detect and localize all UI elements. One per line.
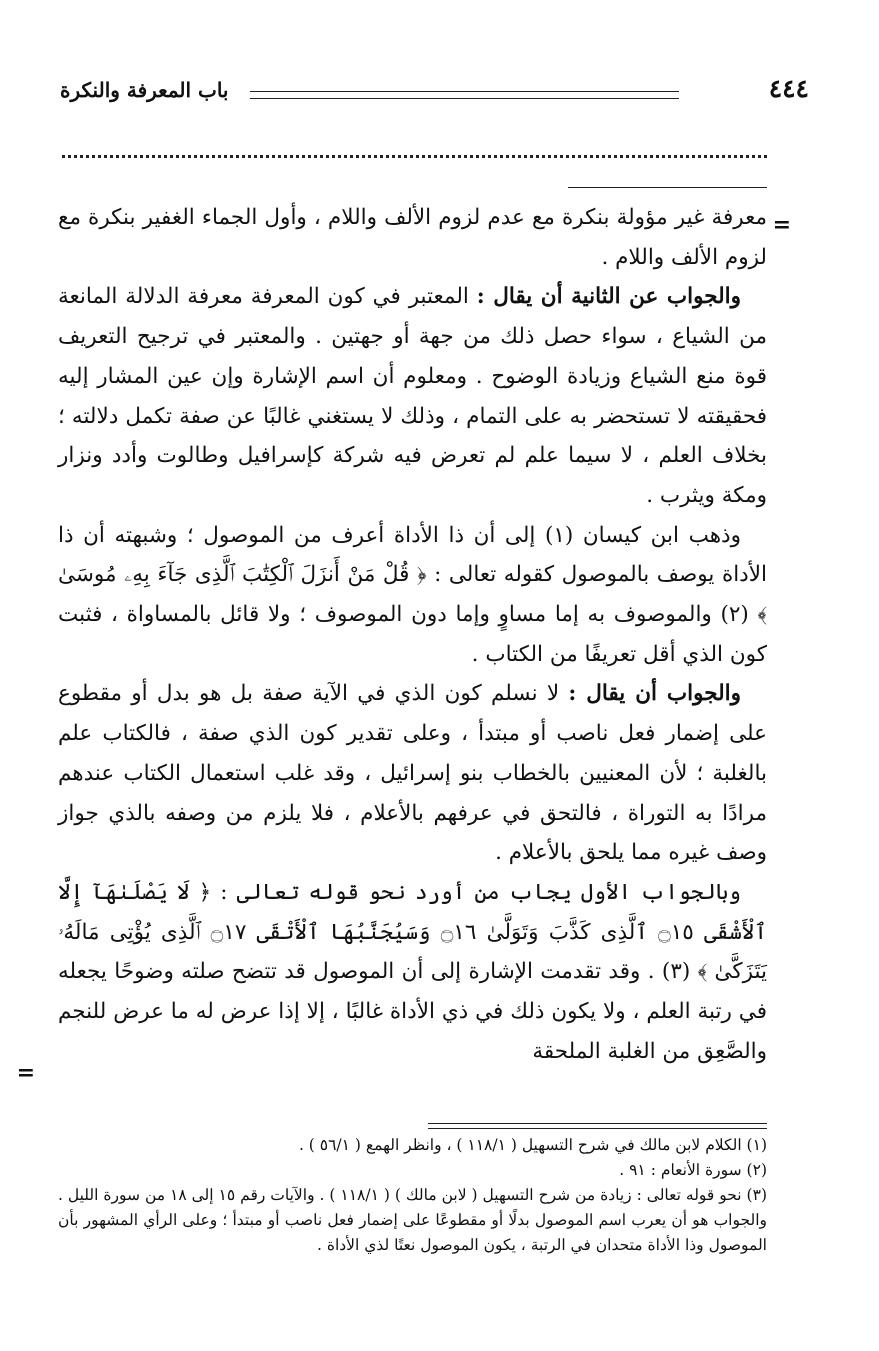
footnote-2: (٢) سورة الأنعام : ٩١ . [619, 1161, 767, 1179]
footnote-double-rule [428, 1123, 767, 1129]
paragraph-1 [58, 198, 767, 277]
continuation-mark-end: = [16, 1060, 35, 1086]
paragraph-4-lead: والجواب أن يقال : [568, 681, 741, 707]
paragraph-4-text: لا نسلم كون الذي في الآية صفة بل هو بدل أو مقطوع على إضمار فعل ناصب أو مبتدأ ، وعلى تقدير كون الذي صفة ، فالكتاب علم بالغلبة ؛ لأن المعنيين بالخطاب بنو إسرائيل ، وقد غلب استعمال الكتاب عندهم مرادًا به التوراة ، فالتحق في عرفهم بالأعلام ، فلا يلزم من وصفه بالذي جواز وصف غيره مما يلحق بالأعلام . [58, 681, 767, 866]
paragraph-2-text: المعتبر في كون المعرفة معرفة الدلالة المانعة من الشياع ، سواء حصل ذلك من جهة أو جهتين . والمعتبر في ترجيح التعريف قوة منع الشياع وزيادة الوضوح . ومعلوم أن اسم الإشارة وإن عين المشار إليه فحقيقته لا تستحضر به على التمام ، وذلك لا يستغني غالبًا عن صفة تكمل دلالته ؛ بخلاف العلم ، لا سيما علم لم تعرض فيه شركة كإسرافيل وطالوت وأدد ونزار ومكة ويثرب . [58, 284, 767, 508]
continuation-mark-start: = [772, 212, 791, 238]
paragraph-1-text: معرفة غير مؤولة بنكرة مع عدم لزوم الألف واللام ، وأول الجماء الغفير بنكرة مع لزوم الألف واللام . [58, 205, 767, 270]
paragraph-5-text: وبالجواب الأول يجاب من أورد نحو قوله تعالى : ﴿ لَا يَصْلَىٰهَآ إِلَّا ٱلْأَشْقَى ۝١٥ ٱلَّذِى كَذَّبَ وَتَوَلَّىٰ ۝١٦ وَسَيُجَنَّبُهَا ٱلْأَتْقَى ۝١٧ ٱلَّذِى يُؤْتِى مَالَهُۥ يَتَزَكَّىٰ ﴾ (٣) . وقد تقدمت الإشارة إلى أن الموصول قد تتضح صلته وضوحًا يجعله في رتبة العلم ، ولا يكون ذلك في ذي الأداة غالبًا ، إلا إذا عرض له ما عرض للنجم والصَّعِق من الغلبة الملحقة [58, 879, 768, 1064]
footnote-3: (٣) نحو قوله تعالى : زيادة من شرح التسهيل ( لابن مالك ) ( ١١٨/١ ) . والآيات رقم ١٥ إلى ١٨ من سورة الليل . والجواب هو أن يعرب اسم الموصول بدلًا أو مقطوعًا على إضمار فعل ناصب أو مبتدأ ؛ وعلى الرأي المشهور بأن الموصول وذا الأداة متحدان في الرتبة ، يكون الموصول نعتًا لذي الأداة . [58, 1186, 767, 1254]
header-double-rule [250, 91, 679, 99]
paragraph-5 [58, 873, 767, 1072]
paragraph-3 [58, 516, 767, 675]
paragraph-3-text: وذهب ابن كيسان (١) إلى أن ذا الأداة أعرف من الموصول ؛ وشبهته أن ذا الأداة يوصف بالموصول كقوله تعالى : ﴿ قُلْ مَنْ أَنزَلَ ٱلْكِتَٰبَ ٱلَّذِى جَآءَ بِهِۦ مُوسَىٰ ﴾ (٢) والموصوف به إما مساوٍ وإما دون الموصوف ؛ ولا قائل بالمساواة ، فثبت كون الذي أقل تعريفًا من الكتاب . [58, 522, 767, 667]
short-separator [568, 187, 767, 188]
paragraph-2 [58, 277, 767, 515]
page-number: ٤٤٤ [768, 74, 809, 103]
footnote-1: (١) الكلام لابن مالك في شرح التسهيل ( ١١٨/١ ) ، وانظر الهمع ( ٥٦/١ ) . [298, 1136, 767, 1154]
paragraph-2-lead: والجواب عن الثانية أن يقال : [476, 284, 741, 310]
footnotes [58, 1133, 767, 1258]
dotted-separator [62, 155, 767, 158]
paragraph-4 [58, 674, 767, 873]
chapter-title: باب المعرفة والنكرة [60, 78, 229, 102]
main-text [58, 198, 767, 1071]
